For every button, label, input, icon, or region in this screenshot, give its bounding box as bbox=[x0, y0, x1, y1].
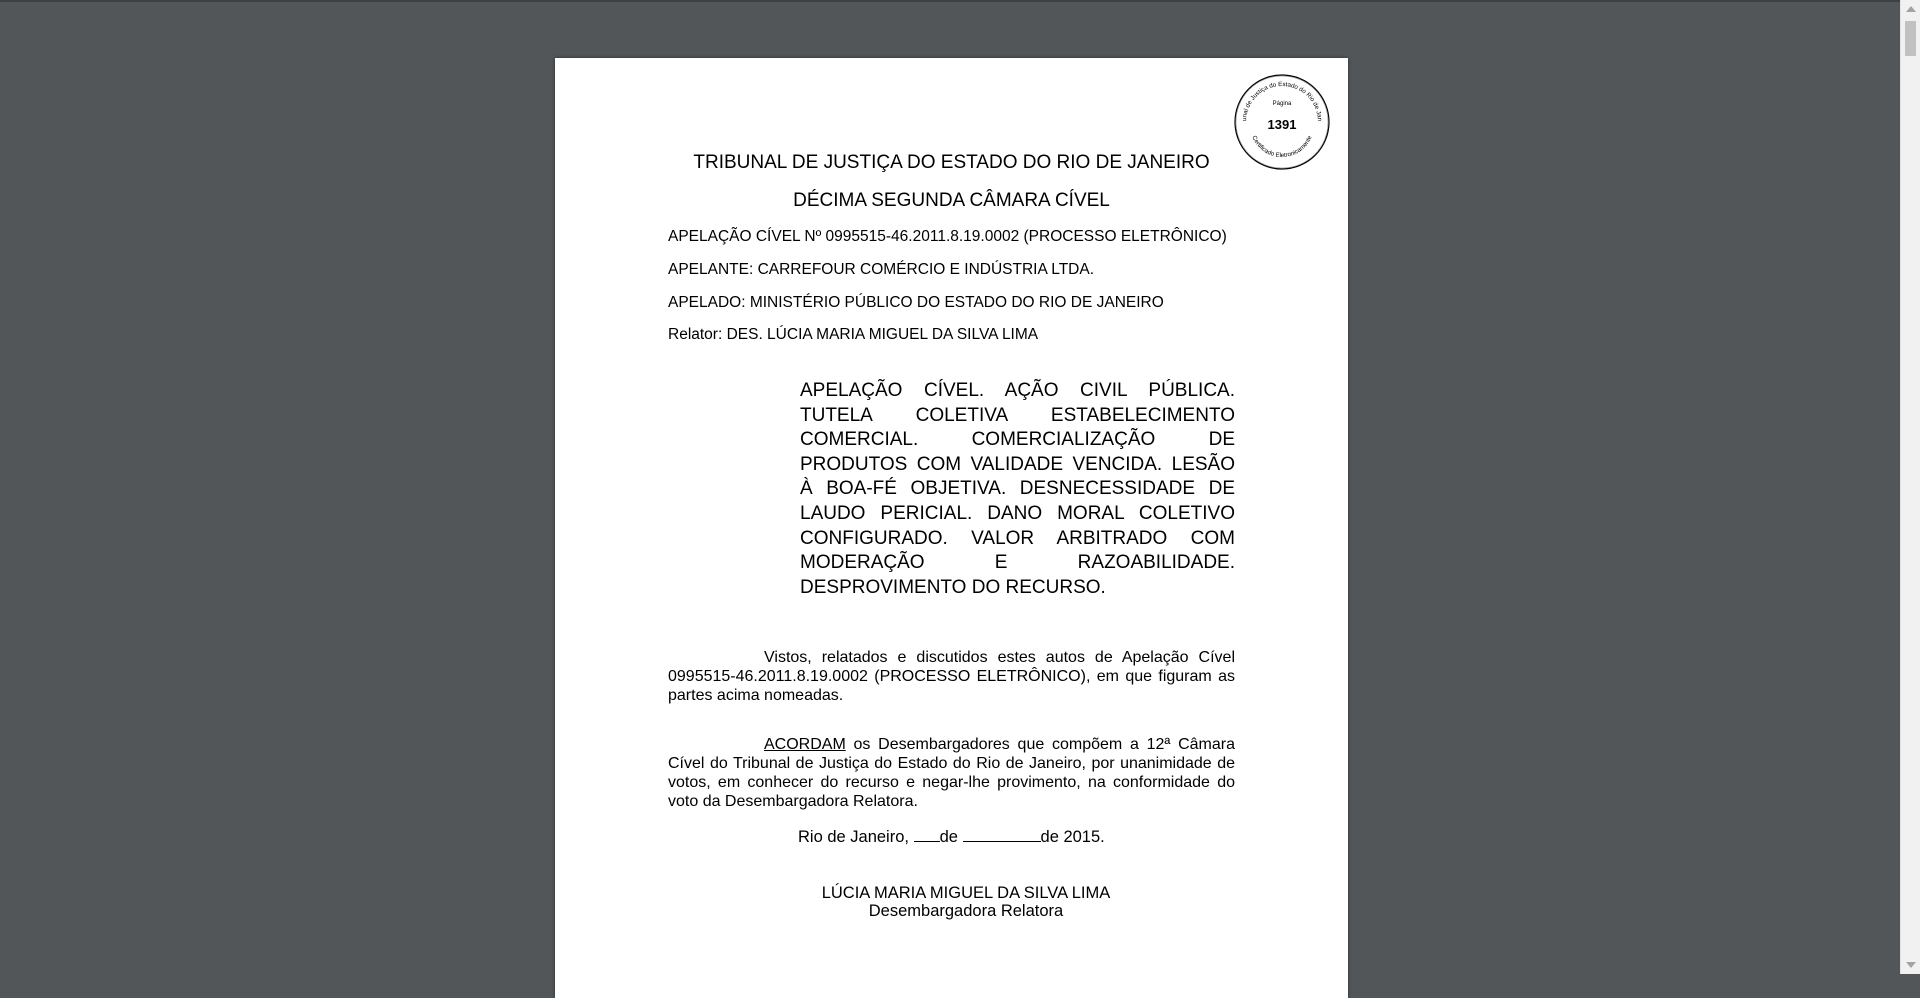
appellant: APELANTE: CARREFOUR COMÉRCIO E INDÚSTRIA LTDA. bbox=[668, 261, 1095, 278]
appellee: APELADO: MINISTÉRIO PÚBLICO DO ESTADO DO RIO DE JANEIRO bbox=[668, 294, 1164, 311]
stamp-outer-text: unal de Justiça do Estado do Rio de Jan bbox=[1240, 80, 1324, 122]
stamp-bottom-text: Certificado Eletronicamente bbox=[1250, 134, 1314, 160]
date-line bbox=[798, 828, 1105, 847]
vertical-scrollbar[interactable] bbox=[1900, 0, 1920, 974]
svg-text:Tribunal de Justiça do Estado bbox=[1233, 73, 1323, 122]
day-blank bbox=[914, 840, 940, 842]
scroll-up-arrow-icon[interactable] bbox=[1906, 6, 1916, 12]
scroll-thumb[interactable] bbox=[1905, 21, 1916, 56]
signatory-role: Desembargadora Relatora bbox=[868, 902, 1064, 920]
ementa-summary: APELAÇÃO CÍVEL. AÇÃO CIVIL PÚBLICA. TUTELA COLETIVA ESTABELECIMENTO COMERCIAL. COMERCIALIZAÇÃO DE PRODUTOS COM VALIDADE VENCIDA. LESÃO À BOA-FÉ OBJETIVA. DESNECESSIDADE DE LAUDO PERICIAL. DANO MORAL COLETIVO CONFIGURADO. VALOR ARBITRADO COM MODERAÇÃO E RAZOABILIDADE. DESPROVIMENTO DO RECURSO. bbox=[800, 380, 1235, 598]
date-de-2: de 2015. bbox=[1040, 828, 1105, 846]
appeal-number: APELAÇÃO CÍVEL Nº 0995515-46.2011.8.19.0002 (PROCESSO ELETRÔNICO) bbox=[668, 228, 1227, 245]
chamber-title: DÉCIMA SEGUNDA CÂMARA CÍVEL bbox=[793, 190, 1110, 211]
document-page bbox=[555, 58, 1348, 998]
court-title: TRIBUNAL DE JUSTIÇA DO ESTADO DO RIO DE JANEIRO bbox=[693, 152, 1210, 173]
month-blank bbox=[963, 840, 1041, 842]
date-de-1: de bbox=[939, 828, 963, 846]
acordam-text: os Desembargadores que compõem a 12ª Câmara Cível do Tribunal de Justiça do Estado do Rio de Janeiro, por unanimidade de votos, em conhecer do recurso e negar-lhe provimento, na conformidade do voto da Desembargadora Relatora. bbox=[668, 736, 1235, 810]
date-city: Rio de Janeiro, bbox=[798, 828, 914, 846]
stamp-page-label: Página bbox=[1272, 101, 1292, 107]
acordam-paragraph bbox=[668, 735, 1235, 811]
signatory-name: LÚCIA MARIA MIGUEL DA SILVA LIMA bbox=[821, 884, 1111, 902]
stamp-page-number: 1391 bbox=[1267, 117, 1297, 132]
rapporteur: Relator: DES. LÚCIA MARIA MIGUEL DA SILVA LIMA bbox=[668, 326, 1039, 343]
viewer-top-border bbox=[0, 0, 1901, 2]
acordam-keyword: ACORDAM bbox=[764, 736, 846, 753]
vistos-paragraph: Vistos, relatados e discutidos estes autos de Apelação Cível 0995515-46.2011.8.19.0002 (PROCESSO ELETRÔNICO), em que figuram as partes acima nomeadas. bbox=[668, 649, 1235, 704]
scroll-down-arrow-icon[interactable] bbox=[1906, 962, 1916, 968]
